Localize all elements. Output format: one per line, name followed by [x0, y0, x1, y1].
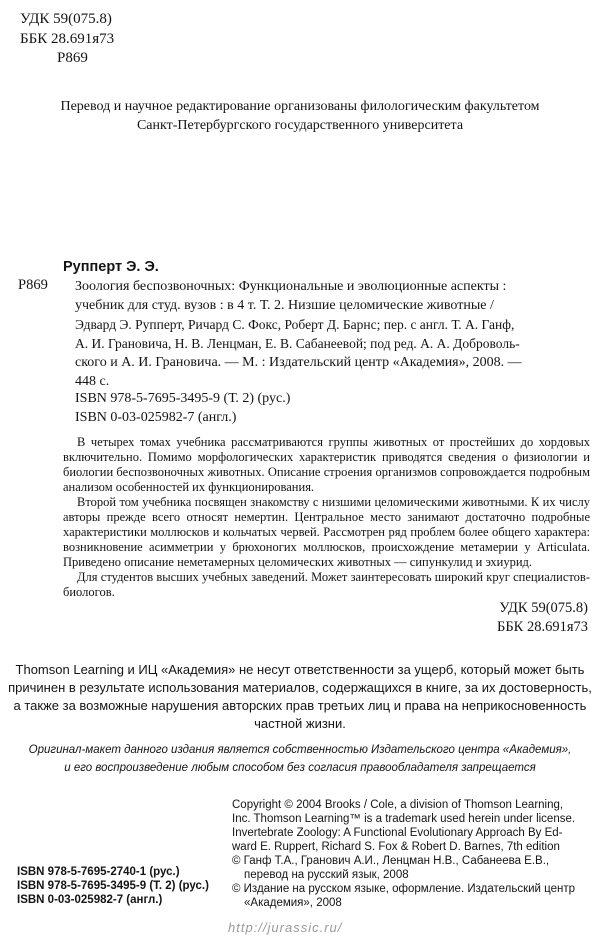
- copyright-note-line-1: Оригинал-макет данного издания является собственностью Издательского центра «Академия»,: [28, 744, 572, 756]
- copyright-line-3: Invertebrate Zoology: A Functional Evolutionary Approach By Ed-: [232, 827, 563, 839]
- biblio-line-2: учебник для студ. вузов : в 4 т. Т. 2. Низшие целомические животные /: [75, 298, 494, 313]
- isbn-russian: ISBN 978-5-7695-3495-9 (Т. 2) (рус.): [75, 391, 291, 406]
- biblio-line-4: А. И. Грановича, Н. В. Ленцман, Е. В. Сабанеевой; под ред. А. А. Доброволь-: [75, 336, 520, 351]
- copyright-line-1: Copyright © 2004 Brooks / Cole, a division of Thomson Learning,: [232, 799, 564, 811]
- catalog-code: Р869: [18, 277, 48, 293]
- biblio-line-1: Зоология беспозвоночных: Функциональные и эволюционные аспекты :: [75, 279, 507, 294]
- udk-code-right: УДК 59(075.8): [499, 600, 588, 616]
- watermark-url: http://jurassic.ru/: [228, 920, 343, 935]
- udk-code: УДК 59(075.8): [20, 11, 112, 27]
- bbk-code: ББК 28.691я73: [20, 31, 115, 47]
- annotation-paragraph-1: В четырех томах учебника рассматриваются группы животных от простейших до хордовых включительно. Помимо морфологических характеристик приводятся сведения о физиологии и биологии беспозвоночных животных. Описание строения организмов сопровождается подробным анализом особенностей их функционирования.: [63, 435, 590, 494]
- disclaimer-line-2: причинен в результате использования материалов, содержащихся в книге, за их достоверность,: [8, 680, 592, 695]
- disclaimer-line-4: частной жизни.: [254, 716, 346, 731]
- copyright-line-7: © Издание на русском языке, оформление. Издательский центр: [232, 883, 576, 895]
- annotation: [63, 435, 590, 600]
- copyright-line-2: Inc. Thomson Learning™ is a trademark used herein under license.: [232, 813, 576, 825]
- copyright-note-line-2: и его воспроизведение любым способом без согласия правообладателя запрещается: [64, 762, 536, 774]
- isbn-english: ISBN 0-03-025982-7 (англ.): [75, 410, 237, 425]
- isbn-bottom-1: ISBN 978-5-7695-2740-1 (рус.): [17, 866, 180, 878]
- copyright-line-4: ward E. Ruppert, Richard S. Fox & Robert D. Barnes, 7th edition: [232, 841, 560, 853]
- biblio-line-6: 448 с.: [75, 374, 110, 389]
- bbk-code-right: ББК 28.691я73: [497, 619, 588, 635]
- copyright-line-6: перевод на русский язык, 2008: [244, 869, 409, 881]
- author-heading: Рупперт Э. Э.: [63, 259, 159, 275]
- isbn-bottom-2: ISBN 978-5-7695-3495-9 (Т. 2) (рус.): [17, 880, 209, 892]
- biblio-line-5: ского и А. И. Грановича. — М. : Издательский центр «Академия», 2008. —: [75, 355, 522, 370]
- translation-note-line-2: Санкт-Петербургского государственного университета: [136, 118, 464, 133]
- annotation-paragraph-2: Второй том учебника посвящен знакомству с низшими целомическими животными. К их числу авторы прежде всего относят немертин. Центральное место занимают достаточно подробные характеристики моллюсков и кольчатых червей. Рассмотрен ряд проблем более общего характера: возникновение асимметрии у брюхоногих моллюсков, происхождение метамерии у Articulata. Приведено описание неметамерных целомических животных — сипункулид и эхиурид.: [63, 495, 590, 569]
- isbn-bottom-3: ISBN 0-03-025982-7 (англ.): [17, 894, 163, 906]
- disclaimer-line-1: Thomson Learning и ИЦ «Академия» не несут ответственности за ущерб, который может быть: [15, 662, 585, 677]
- author-sign-code: Р869: [57, 50, 88, 66]
- biblio-line-3: Эдвард Э. Рупперт, Ричард С. Фокс, Роберт Д. Барнс; пер. с англ. Т. А. Ганф,: [75, 317, 515, 332]
- copyright-block: [232, 798, 592, 910]
- translation-note-line-1: Перевод и научное редактирование организованы филологическим факультетом: [60, 99, 540, 114]
- annotation-paragraph-3: Для студентов высших учебных заведений. Может заинтересовать широкий круг специалистов-биологов.: [63, 570, 590, 599]
- disclaimer-line-3: а также за возможные нарушения авторских прав третьих лиц и права на неприкосновенность: [13, 698, 587, 713]
- copyright-line-5: © Ганф Т.А., Гранович А.И., Ленцман Н.В., Сабанеева Е.В.,: [232, 855, 550, 867]
- copyright-line-8: «Академия», 2008: [244, 897, 342, 909]
